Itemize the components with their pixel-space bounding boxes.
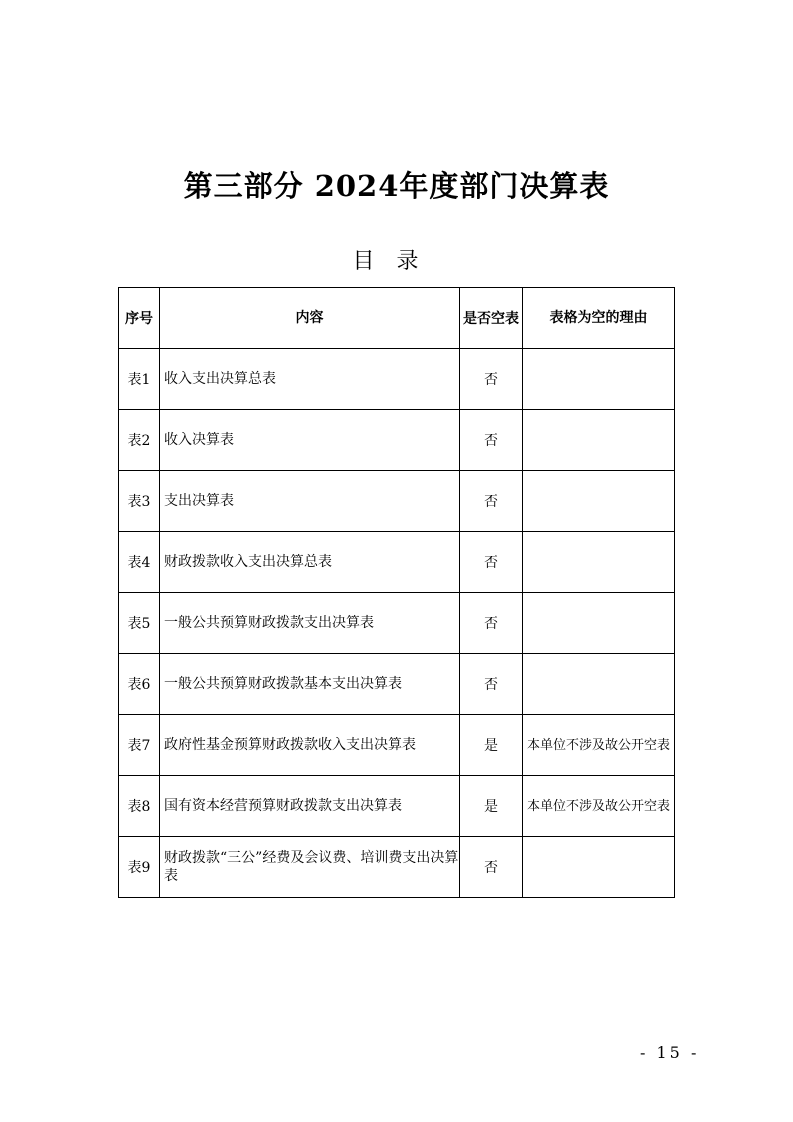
row-reason xyxy=(523,349,675,410)
table-row xyxy=(119,837,675,898)
table-header-row xyxy=(119,288,675,349)
row-reason xyxy=(523,410,675,471)
row-is-empty: 否 xyxy=(460,593,523,654)
row-is-empty: 否 xyxy=(460,654,523,715)
row-is-empty: 否 xyxy=(460,471,523,532)
toc-heading: 目录 xyxy=(352,249,441,274)
row-content: 财政拨款“三公”经费及会议费、培训费支出决算表 xyxy=(160,837,460,898)
row-number: 表7 xyxy=(119,715,160,776)
table-row xyxy=(119,715,675,776)
row-number: 表9 xyxy=(119,837,160,898)
row-number: 表6 xyxy=(119,654,160,715)
row-content: 支出决算表 xyxy=(160,471,460,532)
row-content: 一般公共预算财政拨款基本支出决算表 xyxy=(160,654,460,715)
toc-table xyxy=(118,287,675,898)
row-number: 表2 xyxy=(119,410,160,471)
table-row xyxy=(119,349,675,410)
header-is-empty: 是否空表 xyxy=(460,288,523,349)
row-reason xyxy=(523,837,675,898)
table-row xyxy=(119,410,675,471)
row-is-empty: 否 xyxy=(460,837,523,898)
row-is-empty: 否 xyxy=(460,532,523,593)
row-content: 财政拨款收入支出决算总表 xyxy=(160,532,460,593)
header-reason: 表格为空的理由 xyxy=(523,288,675,349)
table-row xyxy=(119,532,675,593)
row-number: 表5 xyxy=(119,593,160,654)
header-content: 内容 xyxy=(160,288,460,349)
row-is-empty: 否 xyxy=(460,410,523,471)
row-content: 国有资本经营预算财政拨款支出决算表 xyxy=(160,776,460,837)
row-number: 表1 xyxy=(119,349,160,410)
row-is-empty: 否 xyxy=(460,349,523,410)
header-no: 序号 xyxy=(119,288,160,349)
row-reason xyxy=(523,471,675,532)
row-reason xyxy=(523,654,675,715)
row-content: 收入支出决算总表 xyxy=(160,349,460,410)
row-reason: 本单位不涉及故公开空表 xyxy=(523,776,675,837)
row-number: 表8 xyxy=(119,776,160,837)
row-number: 表3 xyxy=(119,471,160,532)
row-content: 收入决算表 xyxy=(160,410,460,471)
row-is-empty: 是 xyxy=(460,715,523,776)
table-row xyxy=(119,471,675,532)
page-title: 第三部分 2024年度部门决算表 xyxy=(183,169,610,203)
row-content: 政府性基金预算财政拨款收入支出决算表 xyxy=(160,715,460,776)
row-reason: 本单位不涉及故公开空表 xyxy=(523,715,675,776)
row-reason xyxy=(523,532,675,593)
table-row xyxy=(119,654,675,715)
row-reason xyxy=(523,593,675,654)
row-content: 一般公共预算财政拨款支出决算表 xyxy=(160,593,460,654)
table-row xyxy=(119,776,675,837)
row-number: 表4 xyxy=(119,532,160,593)
row-is-empty: 是 xyxy=(460,776,523,837)
table-row xyxy=(119,593,675,654)
page-number: - 15 - xyxy=(640,1043,700,1062)
